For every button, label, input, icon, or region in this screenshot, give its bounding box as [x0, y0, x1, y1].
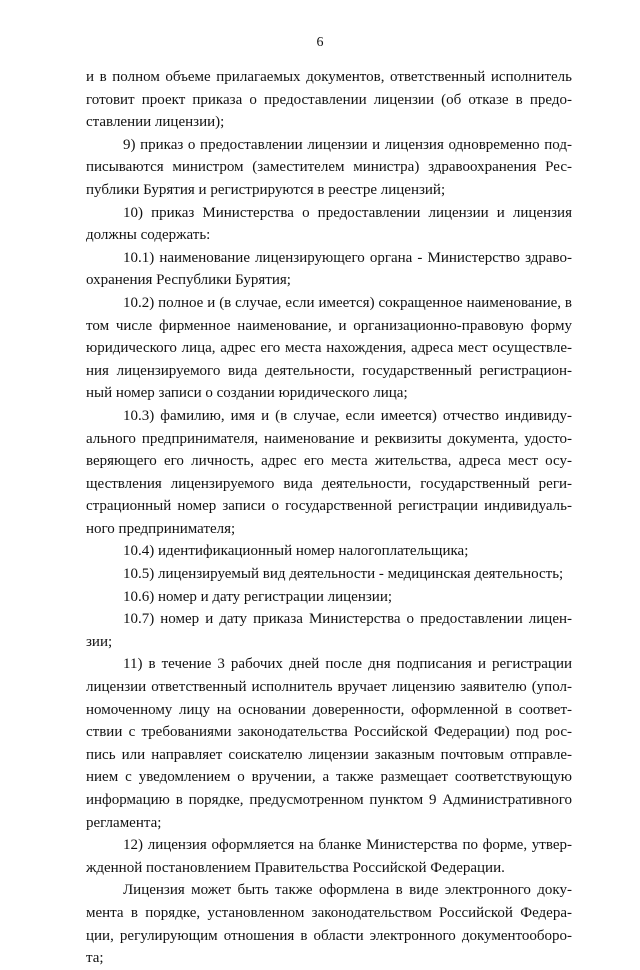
- text-line: ального предпринимателя, наименование и реквизиты документа, удосто-: [86, 430, 572, 447]
- text-line: ного предпринимателя;: [86, 520, 236, 537]
- text-line: номоченному лицу на основании доверенности, оформленной в соответ-: [86, 701, 572, 718]
- paragraph: [86, 202, 572, 247]
- paragraph: [86, 586, 572, 609]
- text-line: регламента;: [86, 814, 162, 831]
- text-line: ный номер записи о создании юридического лица;: [86, 385, 408, 402]
- paragraph: [86, 879, 572, 969]
- paragraph: [86, 66, 572, 134]
- text-line: 10.5) лицензируемый вид деятельности - медицинская деятельность;: [123, 566, 564, 583]
- text-line: 10.6) номер и дату регистрации лицензии;: [123, 588, 393, 605]
- text-line: 10.7) номер и дату приказа Министерства о предоставлении лицен-: [123, 611, 572, 628]
- text-line: том числе фирменное наименование, и организационно-правовую форму: [86, 317, 572, 334]
- text-line: мента в порядке, установленном законодательством Российской Федера-: [86, 904, 572, 921]
- text-line: Лицензия может быть также оформлена в виде электронного доку-: [123, 882, 572, 899]
- text-line: 9) приказ о предоставлении лицензии и лицензия одновременно под-: [123, 136, 572, 153]
- text-line: 12) лицензия оформляется на бланке Министерства по форме, утвер-: [123, 837, 572, 854]
- paragraph: [86, 405, 572, 541]
- text-line: ствии с требованиями законодательства Российской Федерации) под рос-: [86, 724, 572, 741]
- paragraph: [86, 834, 572, 879]
- text-line: ществления лицензируемого вида деятельности, государственный реги-: [86, 475, 572, 492]
- paragraph: [86, 247, 572, 292]
- text-line: публики Бурятия и регистрируются в реестре лицензий;: [86, 181, 446, 198]
- text-line: ставлении лицензии);: [86, 114, 225, 131]
- paragraph: [86, 540, 572, 563]
- paragraph: [86, 653, 572, 834]
- text-line: нием с уведомлением о вручении, а также размещает соответствующую: [86, 769, 572, 786]
- paragraph: [86, 292, 572, 405]
- text-line: лицензии ответственный исполнитель вручает лицензию заявителю (упол-: [86, 679, 572, 696]
- text-line: 10.4) идентификационный номер налогоплательщика;: [123, 543, 469, 560]
- text-line: веряющего его личность, адрес его места жительства, адреса мест осу-: [86, 453, 572, 470]
- text-line: 10.2) полное и (в случае, если имеется) сокращенное наименование, в: [123, 294, 572, 311]
- text-line: ции, регулирующим отношения в области электронного документооборо-: [86, 927, 572, 944]
- text-line: страционный номер записи о государственной регистрации индивидуаль-: [86, 498, 572, 515]
- text-line: 10.1) наименование лицензирующего органа - Министерство здраво-: [123, 249, 572, 266]
- text-line: должны содержать:: [86, 227, 211, 244]
- text-line: юридического лица, адрес его места нахождения, адреса мест осуществле-: [86, 340, 572, 357]
- text-line: 10) приказ Министерства о предоставлении лицензии и лицензия: [123, 204, 572, 221]
- text-line: зии;: [86, 633, 113, 650]
- text-line: ния лицензируемого вида деятельности, государственный регистрацион-: [86, 362, 572, 379]
- text-line: писываются министром (заместителем министра) здравоохранения Рес-: [86, 159, 572, 176]
- paragraph: [86, 563, 572, 586]
- page-number: 6: [316, 35, 324, 50]
- document-body: [86, 66, 572, 970]
- text-line: жденной постановлением Правительства Российской Федерации.: [86, 859, 505, 876]
- text-line: 10.3) фамилию, имя и (в случае, если имеется) отчество индивиду-: [123, 407, 572, 424]
- text-line: информацию в порядке, предусмотренном пунктом 9 Административного: [86, 792, 572, 808]
- text-line: та;: [86, 950, 104, 967]
- paragraph: [86, 134, 572, 202]
- text-line: 11) в течение 3 рабочих дней после дня подписания и регистрации: [123, 656, 572, 673]
- text-line: готовит проект приказа о предоставлении лицензии (об отказе в предо-: [86, 91, 572, 108]
- text-line: охранения Республики Бурятия;: [86, 272, 291, 289]
- text-line: пись или направляет соискателю лицензии заказным почтовым отправле-: [86, 746, 572, 763]
- paragraph: [86, 608, 572, 653]
- text-line: и в полном объеме прилагаемых документов, ответственный исполнитель: [86, 69, 572, 85]
